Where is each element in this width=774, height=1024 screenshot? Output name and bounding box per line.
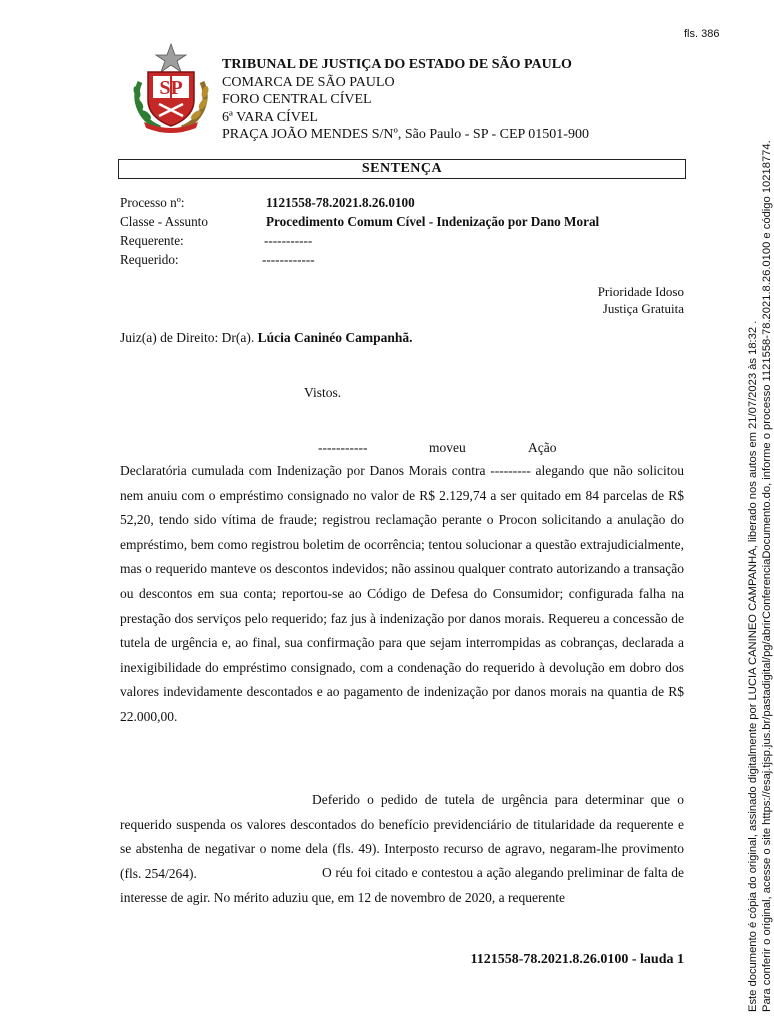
paragraph-3: O réu foi citado e contestou a ação alegando preliminar de falta de interesse de agir. No mérito aduziu que, em 12 de novembro de 2020, a requerente <box>120 865 684 905</box>
classe-value: Procedimento Comum Cível - Indenização por Dano Moral <box>266 214 600 229</box>
foro: FORO CENTRAL CÍVEL <box>222 92 372 108</box>
court-address: PRAÇA JOÃO MENDES S/Nº, São Paulo - SP - CEP 01501-900 <box>222 127 589 143</box>
requerido-label: Requerido: <box>120 252 179 267</box>
word-acao: Ação <box>528 440 557 455</box>
requerido-value: ------------ <box>262 252 315 267</box>
document-title: SENTENÇA <box>118 159 686 179</box>
vara: 6ª VARA CÍVEL <box>222 109 318 125</box>
digital-signature-note <box>746 140 774 1012</box>
signature-line-2: Para conferir o original, acesse o site https://esaj.tjsp.jus.br/pastadigital/pg/abrirConferenciaDocumento.do, informe o processo 1121558-78.2021.8.26.0100 e código 10218774. <box>761 140 773 1012</box>
redacted-party: ----------- <box>318 440 368 455</box>
paragraph-1: Declaratória cumulada com Indenização por Danos Morais contra --------- alegando que não solicitou nem anuiu com o empréstimo consignado no valor de R$ 2.129,74 a ser quitado em 84 parcelas de R$ 52,20, tendo sido vítima de fraude; registrou reclamação perante o Procon solicitando a anulação do empréstimo, bem como registrou boletim de ocorrência; tentou solucionar a questão extrajudicialmente, mas o requerido manteve os descontos indevidos; não assinou qualquer contrato autorizando a transação ou descontos em sua conta; reportou-se ao Código de Defesa do Consumidor; configurada falha na prestação dos serviços pelo requerido; faz jus à indenização por danos morais. Requereu a concessão de tutela de urgência e, ao final, sua confirmação para que sejam interrompidas as cobranças, declarada a inexigibilidade do empréstimo consignado, com a condenação do requerido à devolução em dobro dos valores indevidamente descontados e ao pagamento de indenização por danos morais na quantia de R$ 22.000,00. <box>120 463 684 724</box>
paragraph-2: Deferido o pedido de tutela de urgência para determinar que o requerido suspenda os valores descontados do benefício previdenciário de titularidade da requerente e se abstenha de negativar o nome dela (fls. 49). Interposto recurso de agravo, negaram-lhe provimento (fls. 254/264). <box>120 792 684 881</box>
priority-notes <box>598 283 684 317</box>
sao-paulo-coat-of-arms-icon <box>126 42 216 134</box>
requerente-value: ----------- <box>264 233 313 248</box>
court-name: TRIBUNAL DE JUSTIÇA DO ESTADO DE SÃO PAULO <box>222 57 572 72</box>
word-moveu: moveu <box>429 440 466 455</box>
judge-line <box>120 330 413 346</box>
requerente-label: Requerente: <box>120 233 184 248</box>
seal-text: SP <box>159 77 183 99</box>
classe-label: Classe - Assunto <box>120 214 208 229</box>
processo-number: 1121558-78.2021.8.26.0100 <box>266 195 415 210</box>
priority-note: Prioridade Idoso <box>597 284 684 299</box>
court-header <box>222 56 589 144</box>
footer-lauda: 1121558-78.2021.8.26.0100 - lauda 1 <box>470 952 684 967</box>
signature-line-1: Este documento é cópia do original, assinado digitalmente por LUCIA CANINEO CAMPANHA, liberado nos autos em 21/07/2023 às 18:32 . <box>747 320 759 1012</box>
processo-label: Processo nº: <box>120 195 185 210</box>
comarca: COMARCA DE SÃO PAULO <box>222 74 395 90</box>
page-number: fls. 386 <box>684 28 720 40</box>
judge-name: Lúcia Caninéo Campanhã. <box>257 330 413 345</box>
paragraph-1-first-line <box>120 436 684 460</box>
vistos: Vistos. <box>304 385 342 400</box>
gratuity-note: Justiça Gratuita <box>602 301 684 316</box>
judge-label: Juiz(a) de Direito: Dr(a). <box>120 330 255 345</box>
